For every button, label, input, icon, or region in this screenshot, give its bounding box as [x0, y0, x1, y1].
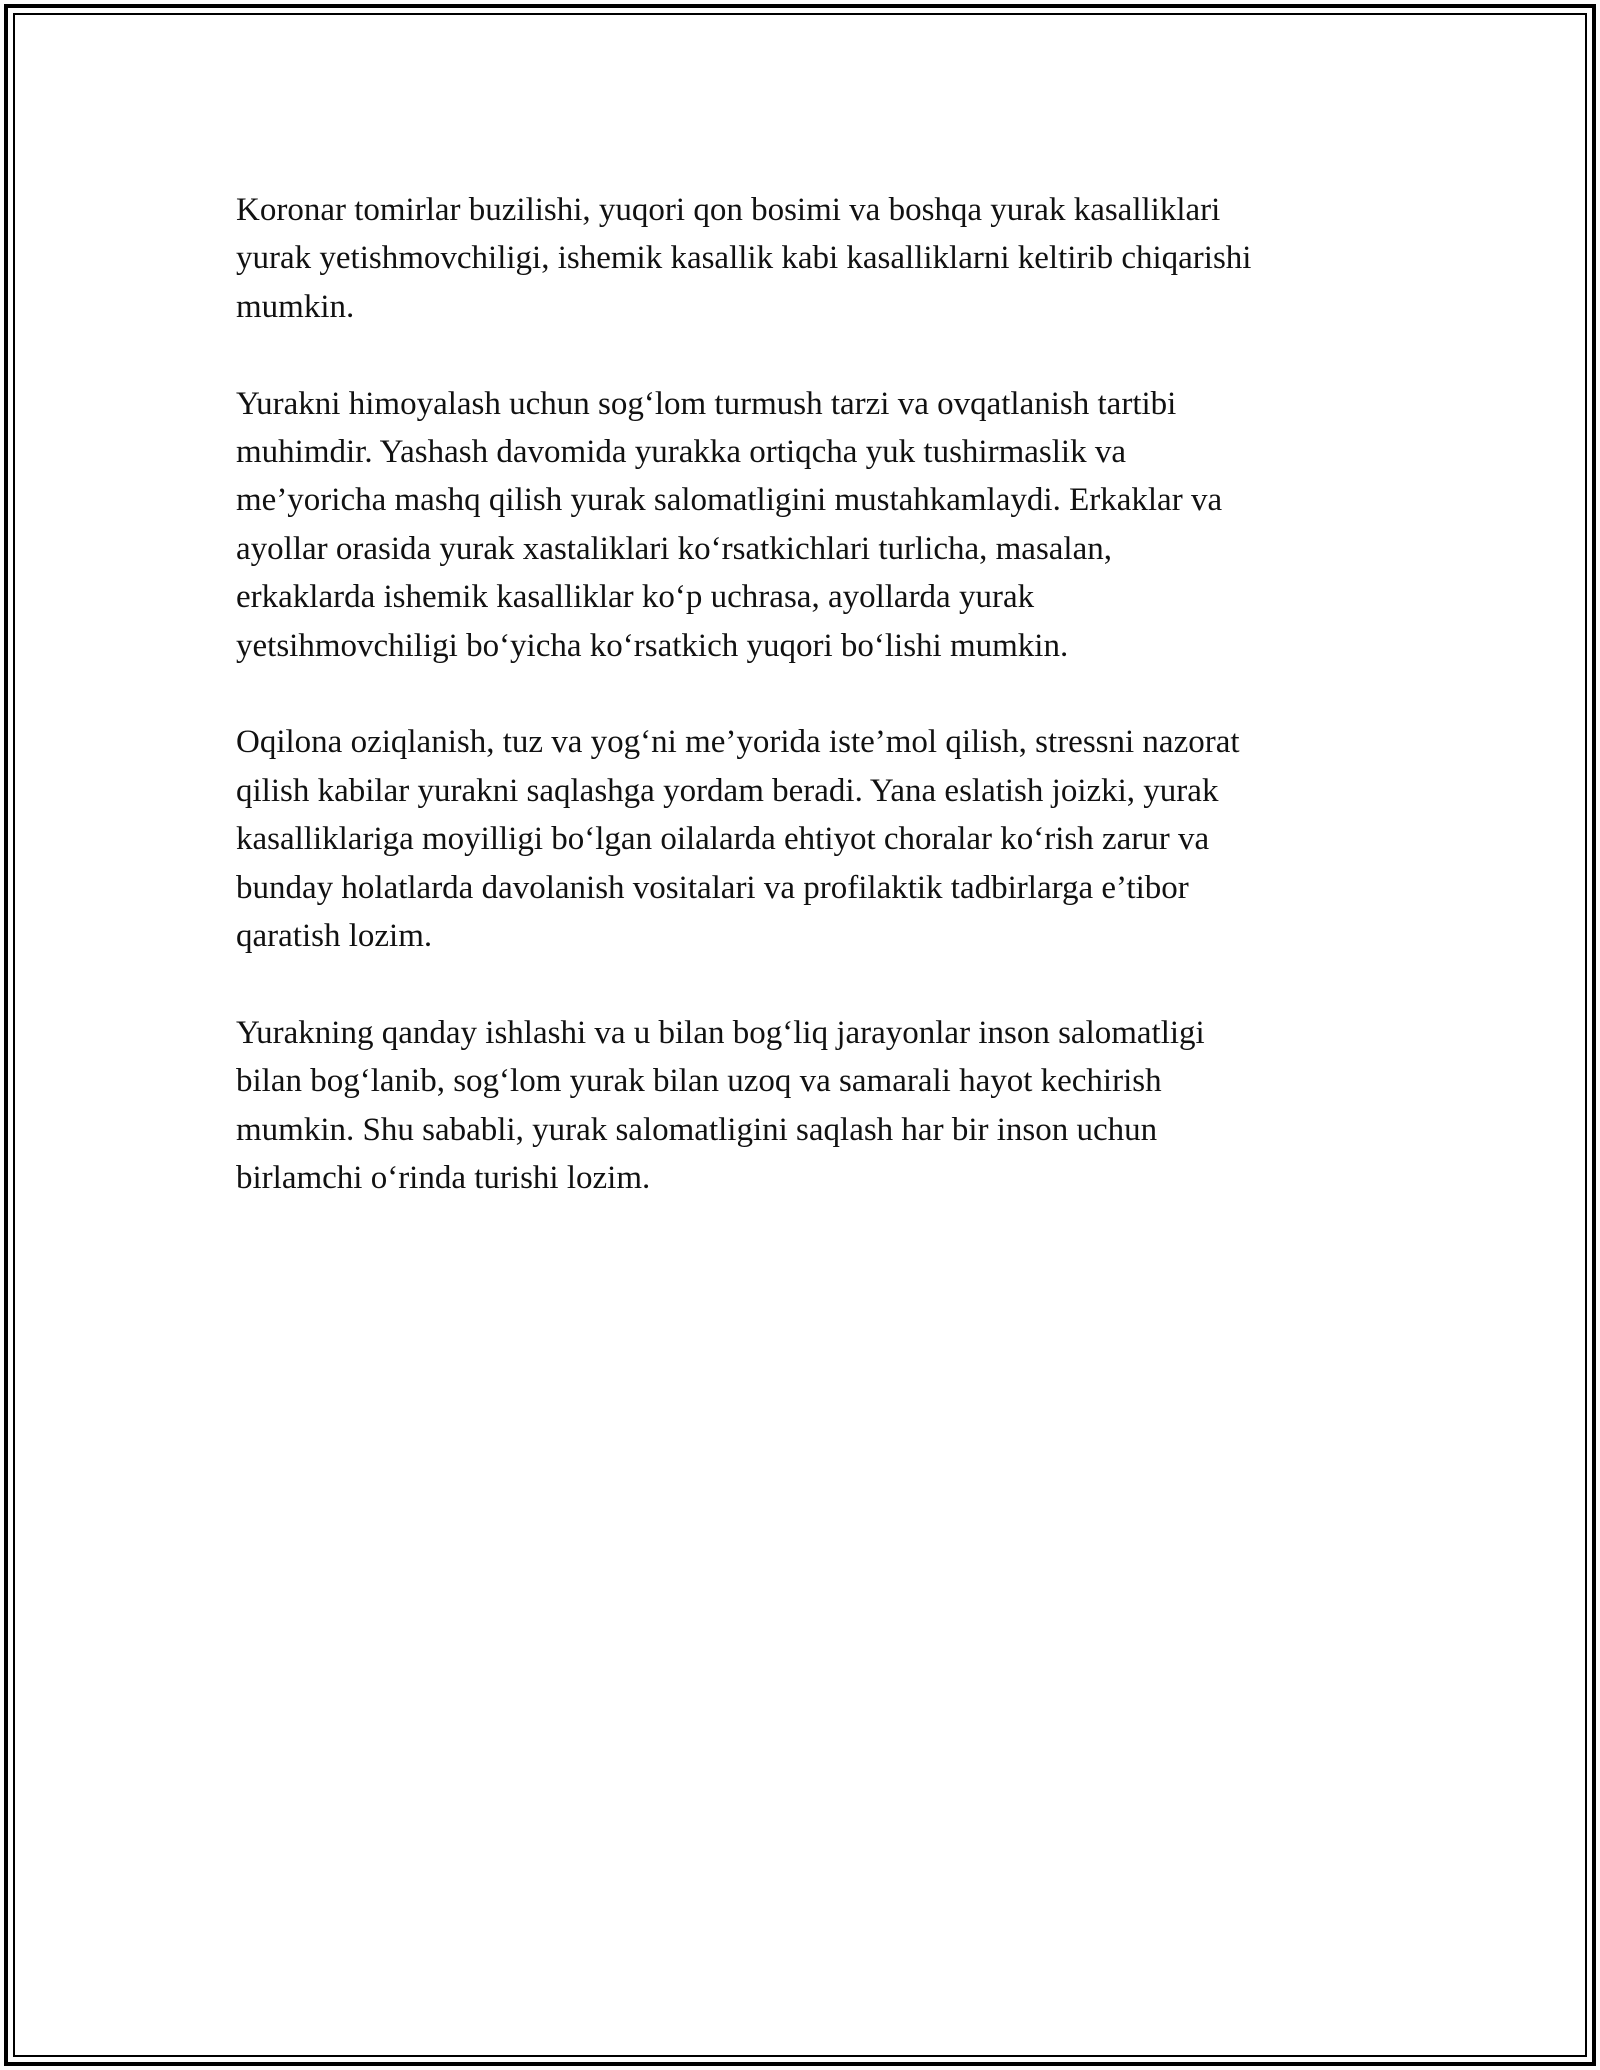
text-line: me’yoricha mashq qilish yurak salomatligini mustahkamlaydi. Erkaklar va	[236, 482, 1223, 519]
text-line: qaratish lozim.	[236, 918, 433, 955]
paragraph	[236, 1009, 1386, 1203]
text-line: yetsihmovchiligi bo‘yicha ko‘rsatkich yuqori bo‘lishi mumkin.	[236, 627, 1069, 664]
paragraph	[236, 186, 1386, 331]
paragraph	[236, 380, 1386, 670]
text-line: yurak yetishmovchiligi, ishemik kasallik kabi kasalliklarni keltirib chiqarishi	[236, 240, 1252, 277]
text-line: ayollar orasida yurak xastaliklari ko‘rsatkichlari turlicha, masalan,	[236, 530, 1112, 567]
text-line: qilish kabilar yurakni saqlashga yordam beradi. Yana eslatish joizki, yurak	[236, 772, 1219, 809]
document-body	[236, 186, 1386, 1251]
text-line: mumkin. Shu sababli, yurak salomatligini saqlash har bir inson uchun	[236, 1111, 1158, 1148]
text-line: Yurakni himoyalash uchun sog‘lom turmush tarzi va ovqatlanish tartibi	[236, 385, 1177, 422]
paragraph	[236, 718, 1386, 960]
text-line: erkaklarda ishemik kasalliklar ko‘p uchrasa, ayollarda yurak	[236, 579, 1035, 616]
text-line: birlamchi o‘rinda turishi lozim.	[236, 1160, 651, 1197]
text-line: Yurakning qanday ishlashi va u bilan bog‘liq jarayonlar inson salomatligi	[236, 1014, 1205, 1051]
text-line: muhimdir. Yashash davomida yurakka ortiqcha yuk tushirmaslik va	[236, 434, 1126, 471]
text-line: kasalliklariga moyilligi bo‘lgan oilalarda ehtiyot choralar ko‘rish zarur va	[236, 821, 1210, 858]
text-line: bilan bog‘lanib, sog‘lom yurak bilan uzoq va samarali hayot kechirish	[236, 1063, 1162, 1100]
text-line: bunday holatlarda davolanish vositalari va profilaktik tadbirlarga e’tibor	[236, 869, 1189, 906]
text-line: Koronar tomirlar buzilishi, yuqori qon bosimi va boshqa yurak kasalliklari	[236, 192, 1221, 228]
text-line: mumkin.	[236, 288, 355, 325]
text-line: Oqilona oziqlanish, tuz va yog‘ni me’yorida iste’mol qilish, stressni nazorat	[236, 724, 1240, 761]
